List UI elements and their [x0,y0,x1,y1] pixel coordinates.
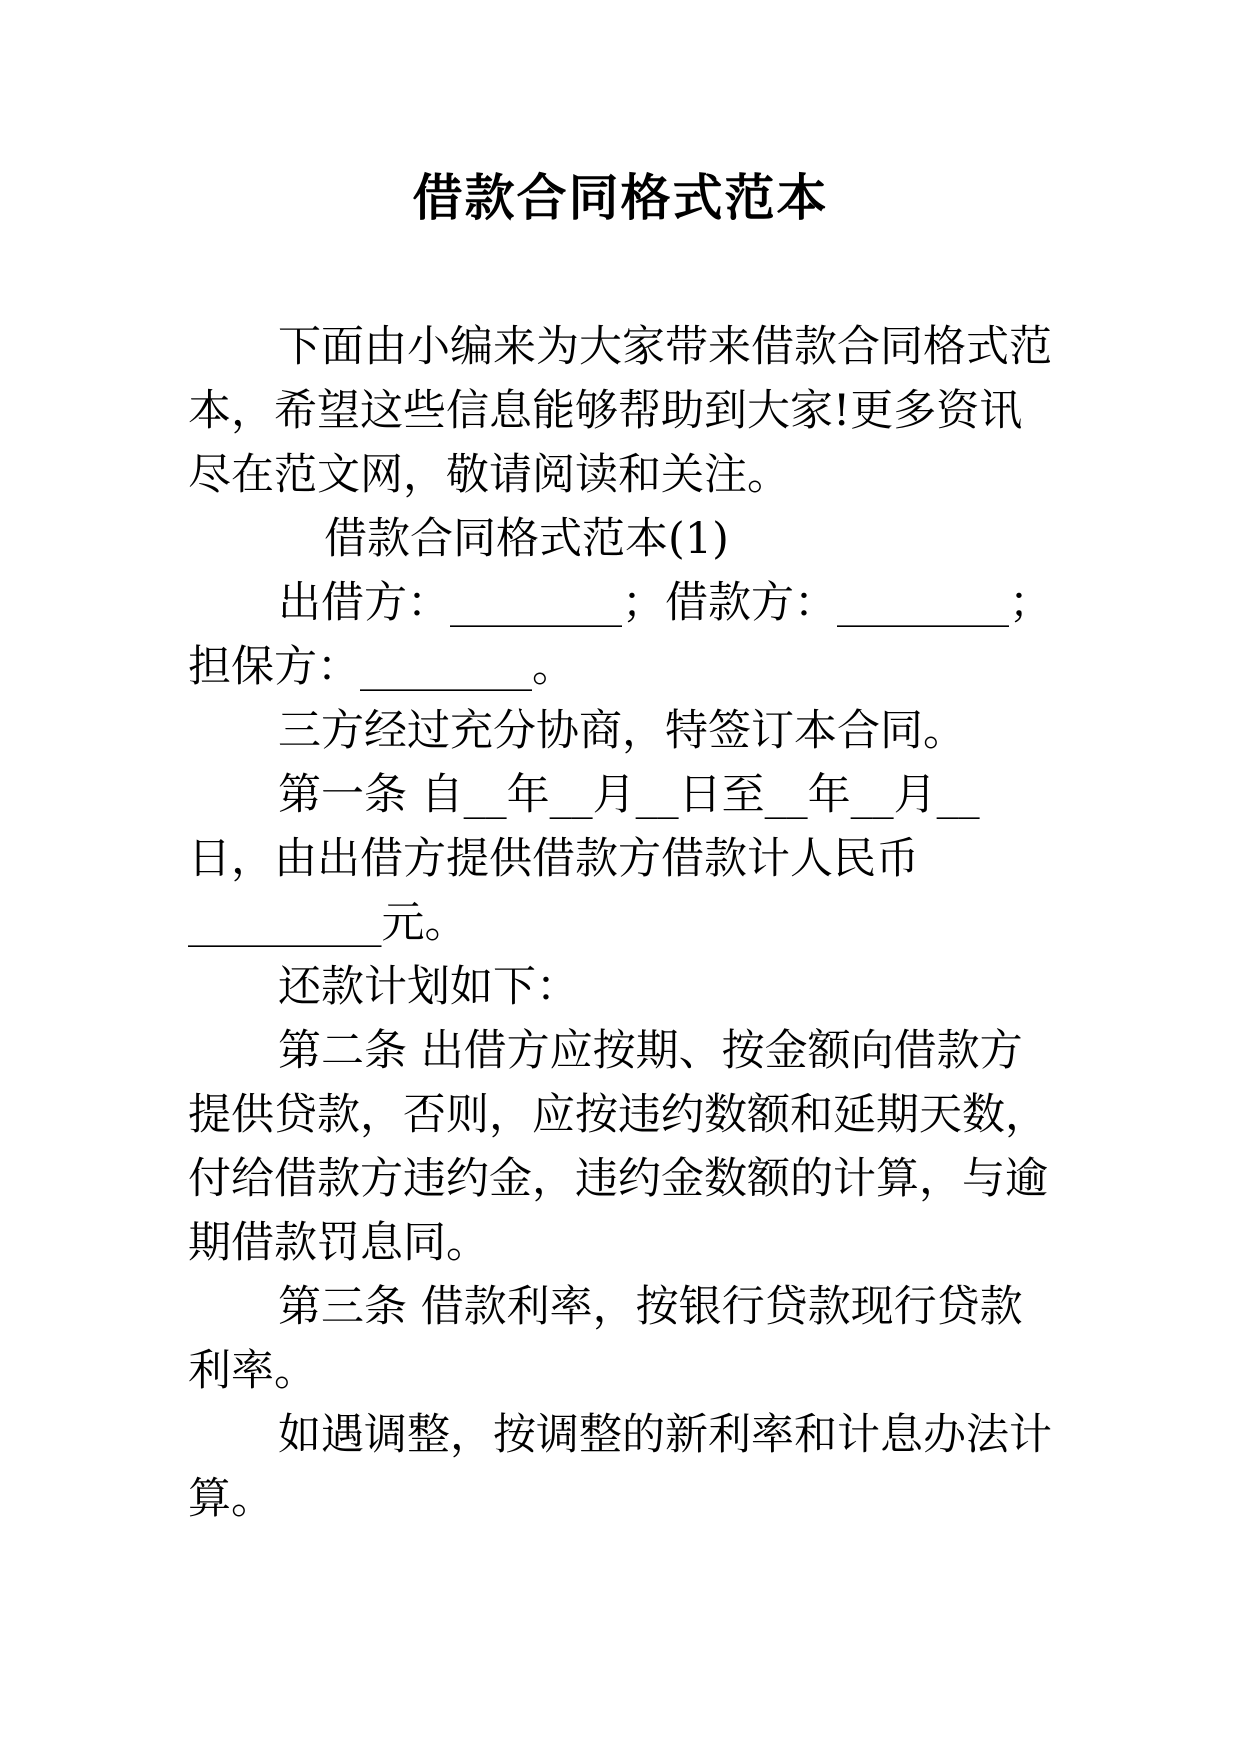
adjustment-paragraph: 如遇调整，按调整的新利率和计息办法计算。 [188,1410,1052,1524]
intro-paragraph: 下面由小编来为大家带来借款合同格式范本，希望这些信息能够帮助到大家!更多资讯尽在范文网，敬请阅读和关注。 [188,322,1052,500]
document-title: 借款合同格式范本 [412,168,829,227]
amount-paragraph: _________元。 [188,898,468,948]
section-heading: 借款合同格式范本(1) [324,514,729,564]
article-2-paragraph: 第二条 出借方应按期、按金额向借款方提供贷款，否则，应按违约数额和延期天数，付给借款方违约金，违约金数额的计算，与逾期借款罚息同。 [188,1026,1048,1268]
article-1-paragraph: 第一条 自__年__月__日至__年__月__日，由出借方提供借款方借款计人民币 [188,770,980,884]
repayment-plan-paragraph: 还款计划如下： [278,962,579,1012]
agreement-paragraph: 三方经过充分协商，特签订本合同。 [278,706,966,756]
article-3-paragraph: 第三条 借款利率，按银行贷款现行贷款利率。 [188,1282,1023,1396]
parties-paragraph: 出借方：________；借款方：________；担保方：________。 [188,578,1052,692]
document-body [188,315,1054,1531]
